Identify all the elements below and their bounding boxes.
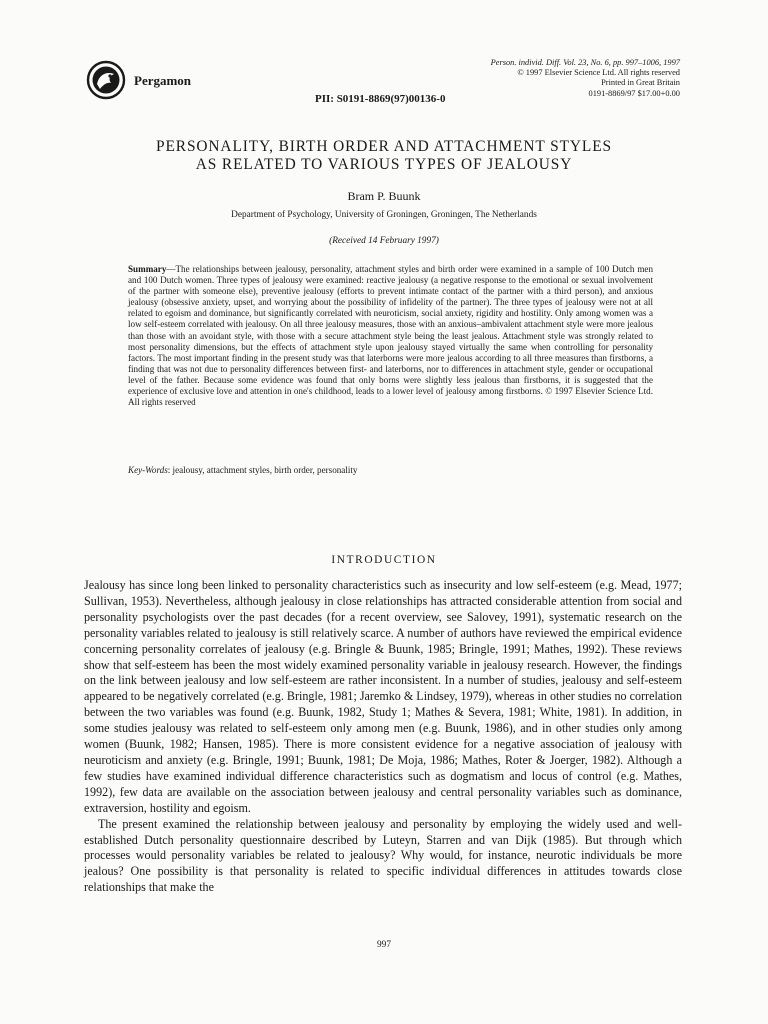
body-paragraph: The present examined the relationship between jealousy and personality by employing the widely used and well-established Dutch personality questionnaire described by Luteyn, Starren and van Dijk (1985). But through which processes would personality variables be related to jealousy? Why would, for instance, neurotic individuals be more jealous? One possibility is that personality is related to specific individual differences in attitudes towards close relationships that make the xyxy=(84,816,682,895)
pergamon-logo-icon xyxy=(86,60,126,100)
introduction-body xyxy=(84,578,682,896)
article-title xyxy=(84,138,684,174)
citation-line-copyright: © 1997 Elsevier Science Ltd. All rights reserved xyxy=(517,68,680,78)
received-date: (Received 14 February 1997) xyxy=(329,236,439,246)
keywords-text: : jealousy, attachment styles, birth order, personality xyxy=(167,465,358,475)
title-line-2: AS RELATED TO VARIOUS TYPES OF JEALOUSY xyxy=(195,156,573,173)
summary-label: Summary xyxy=(128,264,167,274)
author-affiliation: Department of Psychology, University of Groningen, Groningen, The Netherlands xyxy=(231,210,537,220)
citation-line-printed: Printed in Great Britain xyxy=(601,78,680,88)
pii-identifier: PII: S0191-8869(97)00136-0 xyxy=(315,93,446,105)
title-line-1: PERSONALITY, BIRTH ORDER AND ATTACHMENT STYLES xyxy=(156,138,612,155)
summary-text: —The relationships between jealousy, personality, attachment styles and birth order were examined in a sample of 100 Dutch men and 100 Dutch women. Three types of jealousy were examined: reactive jealousy (a negative response to the emotional or sexual involvement of the partner with someone else), preventive jealousy (efforts to prevent intimate contact of the partner with a third person), and anxious jealousy (obsessive anxiety, upset, and worrying about the possibility of infidelity of the partner). The three types of jealousy were not at all related to egoism and dominance, but significantly correlated with neuroticism, social anxiety, rigidity and hostility. Only among women was a low self-esteem correlated with jealousy. On all three jealousy measures, those with an anxious–ambivalent attachment style were more jealous than those with an avoidant style, with those with a secure attachment style being the least jealous. Attachment style was strongly related to most personality dimensions, but the effects of attachment style upon jealousy stayed virtually the same when controlling for personality factors. The most important finding in the present study was that laterborns were more jealous according to all three measures than firstborns, a finding that was not due to personality differences between first- and laterborns, nor to differences in attachment style, gender or occupational level of the father. Because some evidence was found that only borns were slightly less jealous than firstborns, it is suggested that the experience of exclusive love and attention in one's childhood, leads to a lower level of jealousy among firstborns. © 1997 Elsevier Science Ltd. All rights reserved xyxy=(128,264,653,408)
summary-abstract xyxy=(128,264,653,408)
citation-line-journal: Person. individ. Diff. Vol. 23, No. 6, pp. 997–1006, 1997 xyxy=(490,58,680,67)
keywords-label: Key-Words xyxy=(128,465,168,475)
publisher-name: Pergamon xyxy=(134,73,192,88)
page-number: 997 xyxy=(377,940,391,950)
body-paragraph: Jealousy has since long been linked to personality characteristics such as insecurity and low self-esteem (e.g. Mead, 1977; Sullivan, 1953). Nevertheless, although jealousy in close relationships has attracted considerable attention from social and personality psychologists over the past decades (for a recent overview, see Salovey, 1991), systematic research on the personality variables related to jealousy is still relatively scarce. A number of authors have reviewed the empirical evidence concerning personality correlates of jealousy (e.g. Bringle & Buunk, 1985; Bringle, 1991; Mathes, 1992). These reviews show that self-esteem has been the most widely examined personality variable in jealousy research. However, the findings on the link between jealousy and low self-esteem are rather inconsistent. In a number of studies, jealousy and self-esteem appeared to be negatively correlated (e.g. Bringle, 1981; Jaremko & Lindsey, 1979), whereas in other studies no correlation between the two variables was found (e.g. Buunk, 1982, Study 1; Mathes & Severa, 1981; White, 1981). In addition, in some studies jealousy was related to self-esteem only among men (e.g. Buunk, 1986), and in other studies only among women (Buunk, 1982; Hansen, 1985). There is more consistent evidence for a negative association of jealousy with neuroticism and anxiety (e.g. Bringle, 1991; Buunk, 1981; De Moja, 1986; Mathes, Roter & Joerger, 1982). Although a few studies have examined individual difference characteristics such as dogmatism and locus of control (e.g. Mathes, 1992), few data are available on the association between jealousy and central personality variables such as dominance, extraversion, hostility and egoism. xyxy=(84,578,682,815)
keywords xyxy=(128,465,653,475)
author-name: Bram P. Buunk xyxy=(347,189,421,203)
citation-line-issn: 0191-8869/97 $17.00+0.00 xyxy=(588,88,680,98)
section-heading-introduction: INTRODUCTION xyxy=(331,554,437,566)
